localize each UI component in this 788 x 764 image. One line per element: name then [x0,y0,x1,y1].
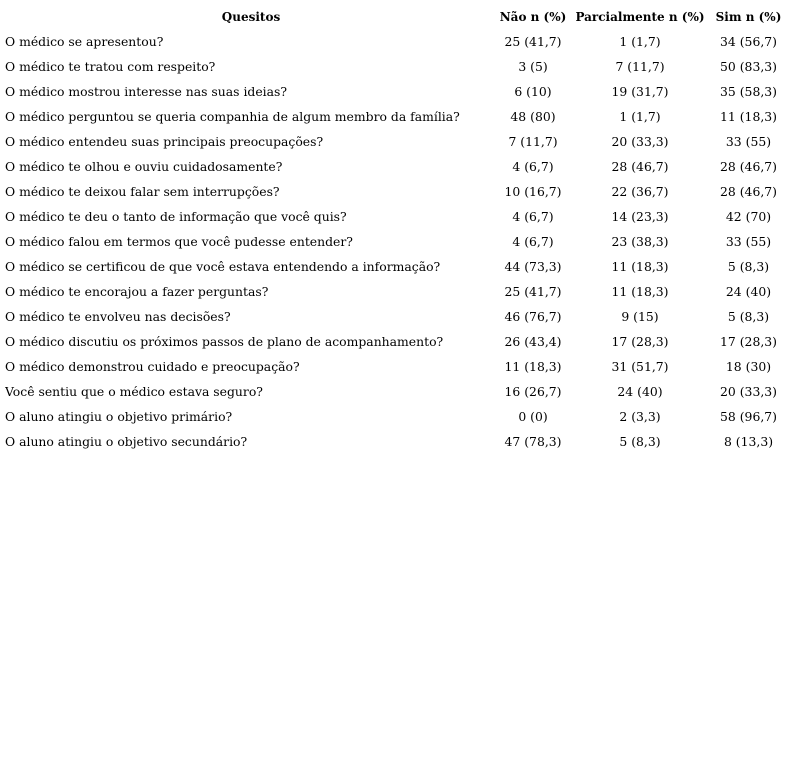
table-row [5,229,786,254]
parcialmente-cell: 9 (15) [621,309,659,324]
parcialmente-cell: 1 (1,7) [619,109,661,124]
table-row [5,79,786,104]
question-cell: O médico te olhou e ouviu cuidadosamente? [5,159,283,174]
question-cell: O aluno atingiu o objetivo primário? [5,409,233,424]
nao-cell: 26 (43,4) [504,334,562,349]
header-question: Quesitos [221,10,281,24]
parcialmente-cell: 7 (11,7) [615,59,665,74]
parcialmente-cell: 19 (31,7) [611,84,669,99]
nao-cell: 3 (5) [518,59,548,74]
question-cell: O médico se certificou de que você estava entendendo a informação? [5,259,441,274]
question-cell: O médico te deu o tanto de informação que você quis? [5,209,347,224]
table-row [5,404,786,429]
question-cell: O médico entendeu suas principais preocupações? [5,134,324,149]
sim-cell: 28 (46,7) [720,159,777,174]
question-cell: O médico perguntou se queria companhia de algum membro da família? [5,109,460,124]
sim-cell: 34 (56,7) [720,34,777,49]
question-cell: O médico mostrou interesse nas suas ideias? [5,84,288,99]
table-row [5,304,786,329]
parcialmente-cell: 11 (18,3) [611,259,669,274]
parcialmente-cell: 23 (38,3) [611,234,669,249]
sim-cell: 11 (18,3) [720,109,777,124]
header-nao: Não n (%) [499,10,567,24]
sim-cell: 58 (96,7) [720,409,777,424]
nao-cell: 11 (18,3) [504,359,562,374]
header-parcialmente: Parcialmente n (%) [575,10,705,24]
nao-cell: 25 (41,7) [504,34,562,49]
parcialmente-cell: 11 (18,3) [611,284,669,299]
table-header [5,5,786,29]
table-row [5,179,786,204]
nao-cell: 4 (6,7) [512,159,554,174]
table-row [5,104,786,129]
table-row [5,379,786,404]
parcialmente-cell: 24 (40) [617,384,663,399]
sim-cell: 35 (58,3) [720,84,777,99]
sim-cell: 33 (55) [725,234,772,249]
table-row [5,204,786,229]
parcialmente-cell: 20 (33,3) [611,134,669,149]
question-cell: O médico demonstrou cuidado e preocupação? [5,359,300,374]
nao-cell: 47 (78,3) [504,434,562,449]
header-sim: Sim n (%) [715,10,782,24]
parcialmente-cell: 17 (28,3) [611,334,669,349]
parcialmente-cell: 5 (8,3) [619,434,661,449]
parcialmente-cell: 22 (36,7) [611,184,669,199]
sim-cell: 18 (30) [725,359,772,374]
table-row [5,429,786,454]
table-row [5,29,786,54]
table-row [5,329,786,354]
question-cell: O médico te tratou com respeito? [5,59,216,74]
table-row [5,54,786,79]
results-table [5,5,786,454]
sim-cell: 24 (40) [725,284,772,299]
table-row [5,279,786,304]
nao-cell: 10 (16,7) [504,184,562,199]
nao-cell: 16 (26,7) [504,384,562,399]
nao-cell: 46 (76,7) [504,309,562,324]
nao-cell: 6 (10) [514,84,552,99]
sim-cell: 20 (33,3) [720,384,777,399]
question-cell: O médico te envolveu nas decisões? [5,309,231,324]
nao-cell: 4 (6,7) [512,209,554,224]
sim-cell: 8 (13,3) [723,434,774,449]
question-cell: O médico te deixou falar sem interrupções? [5,184,280,199]
question-cell: O médico falou em termos que você pudesse entender? [5,234,353,249]
parcialmente-cell: 31 (51,7) [611,359,669,374]
nao-cell: 48 (80) [510,109,556,124]
sim-cell: 50 (83,3) [720,59,777,74]
nao-cell: 0 (0) [518,409,548,424]
parcialmente-cell: 1 (1,7) [619,34,661,49]
question-cell: O médico discutiu os próximos passos de plano de acompanhamento? [5,334,444,349]
parcialmente-cell: 28 (46,7) [611,159,669,174]
table-row [5,354,786,379]
question-cell: O médico te encorajou a fazer perguntas? [5,284,269,299]
sim-cell: 33 (55) [725,134,772,149]
question-cell: O médico se apresentou? [5,34,164,49]
sim-cell: 17 (28,3) [720,334,777,349]
parcialmente-cell: 14 (23,3) [611,209,669,224]
sim-cell: 28 (46,7) [720,184,777,199]
sim-cell: 5 (8,3) [727,259,770,274]
table-row [5,154,786,179]
question-cell: O aluno atingiu o objetivo secundário? [5,434,248,449]
nao-cell: 44 (73,3) [504,259,562,274]
header-row [5,5,786,29]
nao-cell: 25 (41,7) [504,284,562,299]
table-body [5,29,786,454]
parcialmente-cell: 2 (3,3) [619,409,661,424]
table-row [5,129,786,154]
sim-cell: 5 (8,3) [727,309,770,324]
table-row [5,254,786,279]
nao-cell: 4 (6,7) [512,234,554,249]
nao-cell: 7 (11,7) [508,134,558,149]
sim-cell: 42 (70) [725,209,772,224]
question-cell: Você sentiu que o médico estava seguro? [5,384,263,399]
